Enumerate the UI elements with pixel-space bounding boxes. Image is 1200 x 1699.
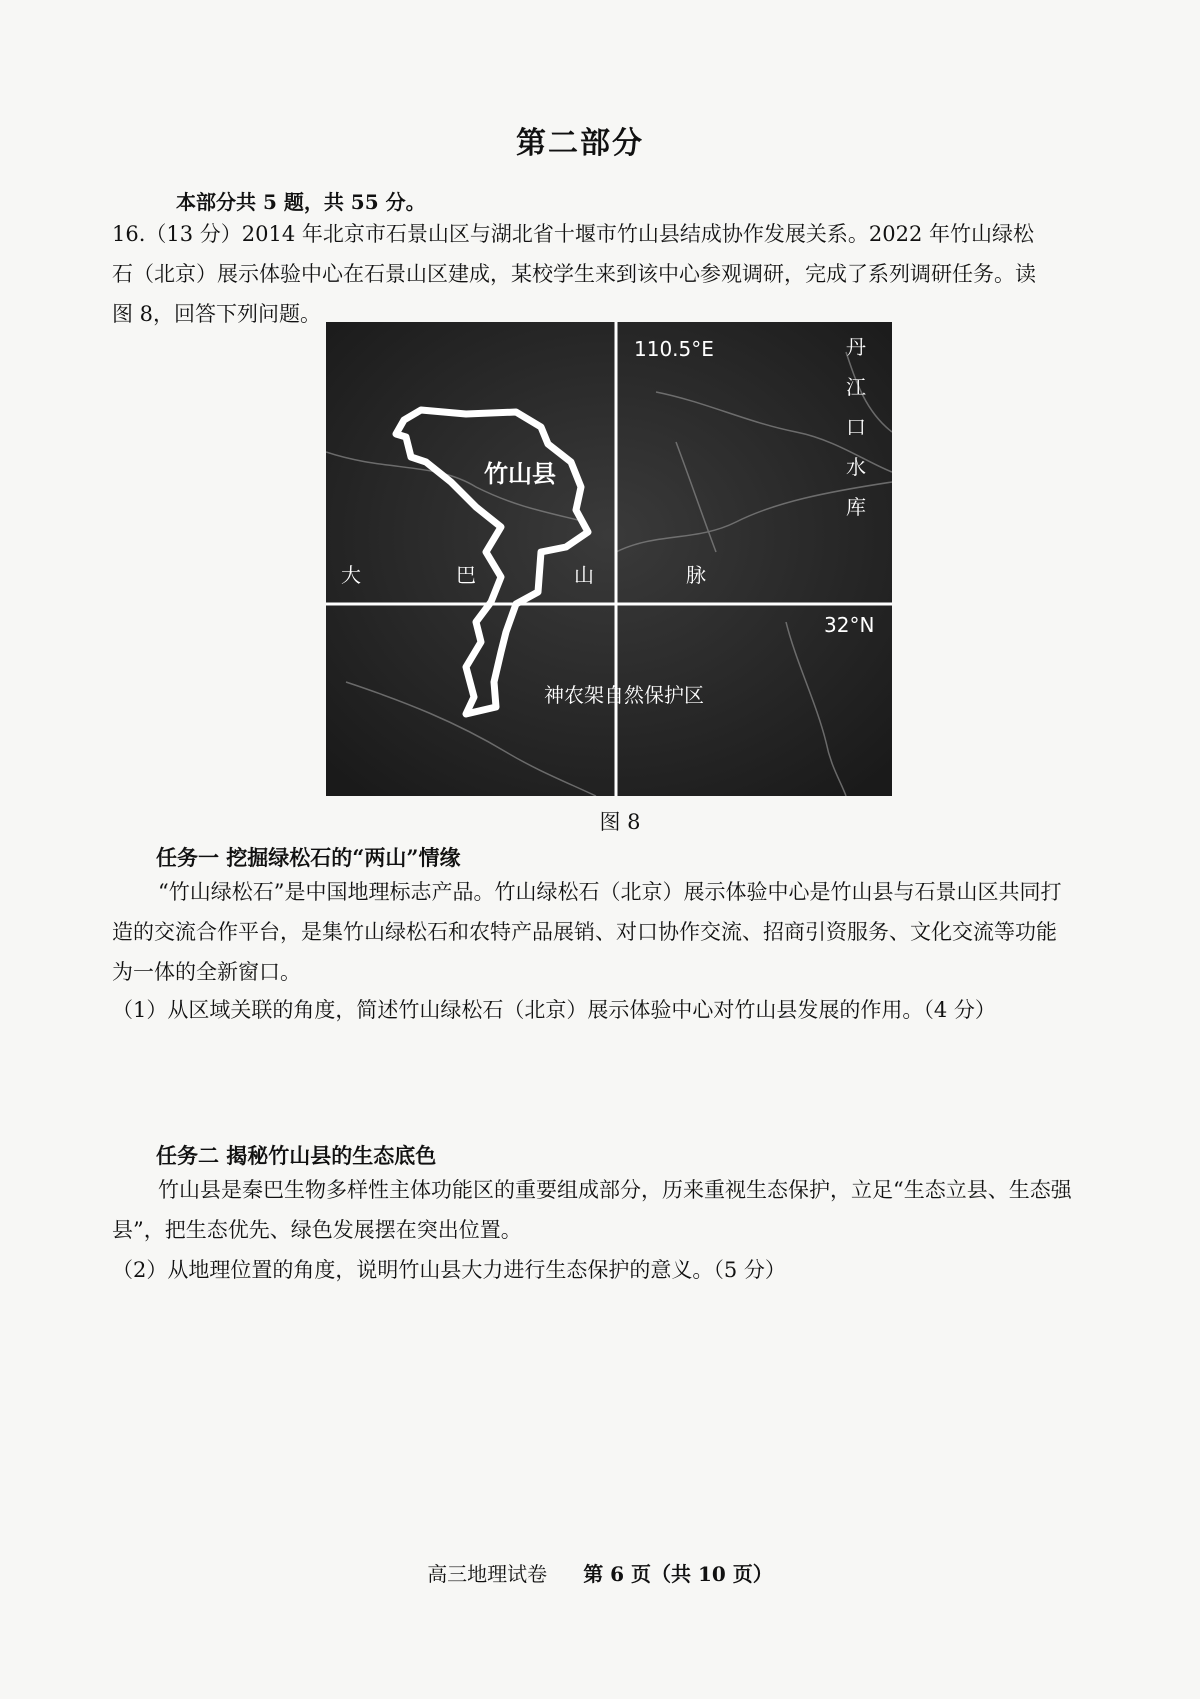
satellite-background <box>326 322 892 796</box>
task-1-heading: 任务一 挖掘绿松石的“两山”情缘 <box>156 845 461 870</box>
mountain-label-char: 巴 <box>456 563 476 587</box>
footer-subject: 高三地理试卷 <box>427 1562 548 1586</box>
latitude-label: 32°N <box>824 613 875 637</box>
question-2: （2）从地理位置的角度，说明竹山县大力进行生态保护的意义。（5 分） <box>112 1258 786 1282</box>
question-1: （1）从区域关联的角度，简述竹山绿松石（北京）展示体验中心对竹山县发展的作用。（4 分） <box>112 998 996 1022</box>
reservoir-label-char: 丹 <box>846 335 866 359</box>
figure-caption: 图 8 <box>599 810 641 834</box>
question-16-stem: 16.（13 分）2014 年北京市石景山区与湖北省十堰市竹山县结成协作发展关系。2022 年竹山绿松石（北京）展示体验中心在石景山区建成，某校学生来到该中心参观调研，完成了系列调研任务。读图 8，回答下列问题。 <box>112 222 1036 326</box>
task-1-paragraph: “竹山绿松石”是中国地理标志产品。竹山绿松石（北京）展示体验中心是竹山县与石景山区共同打造的交流合作平台，是集竹山绿松石和农特产品展销、对口协作交流、招商引资服务、文化交流等功能为一体的全新窗口。 <box>112 880 1062 984</box>
footer-page-number: 第 6 页（共 10 页） <box>583 1562 773 1586</box>
reservoir-label-char: 江 <box>846 375 866 399</box>
reservoir-label-char: 库 <box>846 495 866 519</box>
county-label: 竹山县 <box>484 460 556 488</box>
figure-8-map <box>326 322 892 796</box>
section-title: 第二部分 <box>516 126 644 161</box>
mountain-label-char: 脉 <box>686 563 706 587</box>
task-2-paragraph: 竹山县是秦巴生物多样性主体功能区的重要组成部分，历来重视生态保护，立足“生态立县、生态强县”，把生态优先、绿色发展摆在突出位置。 <box>112 1178 1072 1242</box>
section-summary: 本部分共 5 题，共 55 分。 <box>176 190 426 214</box>
reserve-label: 神农架自然保护区 <box>544 683 704 707</box>
reservoir-label-char: 水 <box>846 455 866 479</box>
mountain-label-char: 大 <box>341 563 361 587</box>
page-footer <box>0 1558 1200 1587</box>
task-2-heading: 任务二 揭秘竹山县的生态底色 <box>156 1143 437 1168</box>
reservoir-label-char: 口 <box>846 415 866 439</box>
longitude-label: 110.5°E <box>634 337 714 361</box>
mountain-label-char: 山 <box>574 563 594 587</box>
